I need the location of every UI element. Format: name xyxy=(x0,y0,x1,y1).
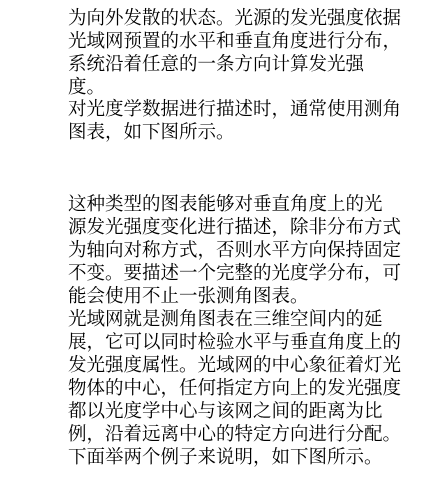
paragraph-line: 展，它可以同时检验水平与垂直角度上的 xyxy=(68,332,402,353)
paragraph-line: 这种类型的图表能够对垂直角度上的光 xyxy=(68,194,383,215)
paragraph-line: 对光度学数据进行描述时，通常使用测角 xyxy=(68,99,402,120)
paragraph-line: 图表，如下图所示。 xyxy=(68,122,235,143)
paragraph-line: 光域网预置的水平和垂直角度进行分布， xyxy=(68,31,402,52)
paragraph-line: 物体的中心，任何指定方向上的发光强度 xyxy=(68,378,402,399)
paragraph-line: 源发光强度变化进行描述，除非分布方式 xyxy=(68,217,402,238)
paragraph-line: 系统沿着任意的一条方向计算发光强 xyxy=(68,54,365,75)
paragraph-line: 下面举两个例子来说明，如下图所示。 xyxy=(68,447,383,468)
paragraph-line: 能会使用不止一张测角图表。 xyxy=(68,286,309,307)
paragraph-line: 发光强度属性。光域网的中心象征着灯光 xyxy=(68,355,402,376)
paragraph-line: 为向外发散的状态。光源的发光强度依据 xyxy=(68,8,402,29)
paragraph-line: 都以光度学中心与该网之间的距离为比 xyxy=(68,401,383,422)
paragraph-line: 度。 xyxy=(68,77,106,98)
paragraph-line: 为轴向对称方式，否则水平方向保持固定 xyxy=(68,240,402,261)
paragraph-line: 光域网就是测角图表在三维空间内的延 xyxy=(68,309,383,330)
paragraph-line: 例，沿着远离中心的特定方向进行分配。 xyxy=(68,424,402,445)
paragraph-line: 不变。要描述一个完整的光度学分布，可 xyxy=(68,263,402,284)
